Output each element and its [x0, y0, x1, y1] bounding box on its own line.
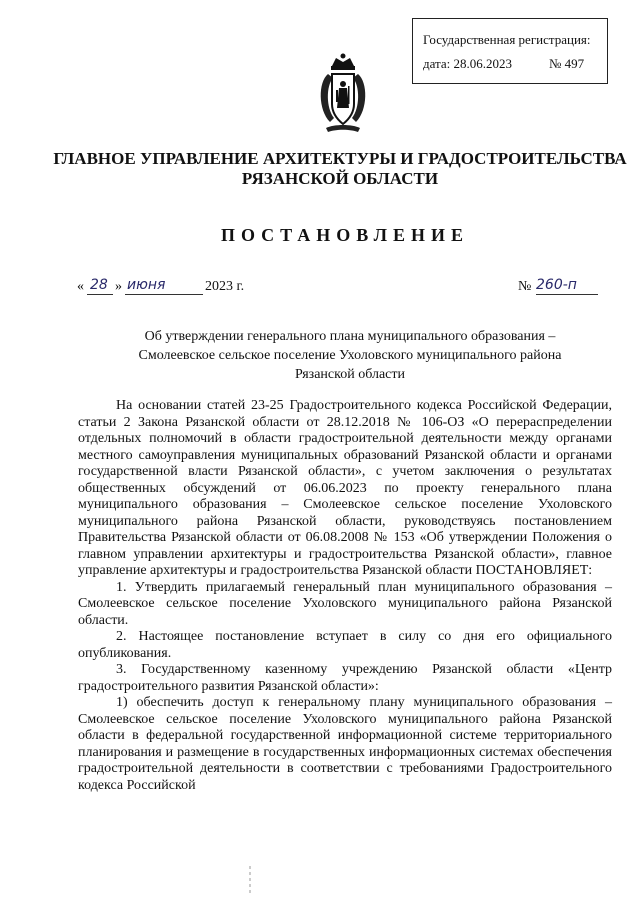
body-item-1: 1. Утвердить прилагаемый генеральный план муниципального образования – Смолеевское сельское поселение Ухоловского муниципального района Рязанской области.: [78, 579, 612, 628]
agency-name-line1: ГЛАВНОЕ УПРАВЛЕНИЕ АРХИТЕКТУРЫ И ГРАДОСТРОИТЕЛЬСТВА: [53, 149, 627, 168]
subject-line3: Рязанской области: [294, 367, 406, 382]
date-day-underline: [87, 294, 113, 295]
registration-title: Государственная регистрация:: [423, 32, 591, 47]
date-day-handwritten: 28: [90, 277, 108, 293]
body-preamble: На основании статей 23-25 Градостроительного кодекса Российской Федерации, статьи 2 Закона Рязанской области от 28.12.2018 № 106-ОЗ «О перераспределении отдельных полномочий в области градостроительной деятельности между органами местного самоуправления муниципальных образований Рязанской области и органами государственной власти Рязанской области», с учетом заключения о результатах общественных обсуждений от 06.06.2023 по проекту генерального плана муниципального образования – Смолеевское сельское поселение Ухоловского муниципального района Рязанской области, руководствуясь постановлением Правительства Рязанской области от 06.08.2008 № 153 «Об утверждении Положения о главном управлении архитектуры и градостроительства Рязанской области», главное управление архитектуры и градостроительства Рязанской области ПОСТАНОВЛЯЕТ:: [78, 398, 612, 578]
date-month-underline: [125, 294, 203, 295]
registration-stamp: [412, 18, 608, 84]
registration-date: дата: 28.06.2023: [423, 56, 513, 71]
date-year: 2023 г.: [205, 279, 245, 294]
number-handwritten: 260-п: [536, 277, 577, 293]
subject-line2: Смолеевское сельское поселение Ухоловского муниципального района: [138, 348, 562, 363]
number-prefix: №: [518, 279, 532, 294]
registration-number: № 497: [549, 56, 585, 71]
body-item-2: 2. Настоящее постановление вступает в силу со дня его официального опубликования.: [78, 629, 612, 661]
document-number: [518, 277, 577, 295]
body-item-3-1: 1) обеспечить доступ к генеральному плану муниципального образования – Смолеевское сельское поселение Ухоловского муниципального района Рязанской области в федеральной государственной информационной системе территориального планирования и размещение в государственных информационных системах обеспечения градостроительной деятельности в соответствии с требованиями Градостроительного кодекса Российской: [78, 695, 612, 793]
subject-line1: Об утверждении генерального плана муниципального образования –: [144, 329, 556, 344]
date-close-quote: »: [115, 279, 122, 294]
date-open-quote: «: [77, 279, 84, 294]
ryazan-coat-of-arms-icon: [314, 52, 372, 136]
body-item-3: 3. Государственному казенному учреждению Рязанской области «Центр градостроительного развития Рязанской области»:: [78, 662, 612, 694]
document-type: ПОСТАНОВЛЕНИЕ: [220, 225, 470, 245]
agency-name-line2: РЯЗАНСКОЙ ОБЛАСТИ: [241, 169, 439, 188]
date-month-handwritten: июня: [127, 277, 166, 293]
document-date: [77, 277, 245, 295]
agency-name: [40, 149, 640, 189]
scan-mark: [249, 866, 251, 896]
document-body: [78, 398, 612, 794]
number-underline: [536, 294, 598, 295]
document-subject: [80, 327, 620, 384]
